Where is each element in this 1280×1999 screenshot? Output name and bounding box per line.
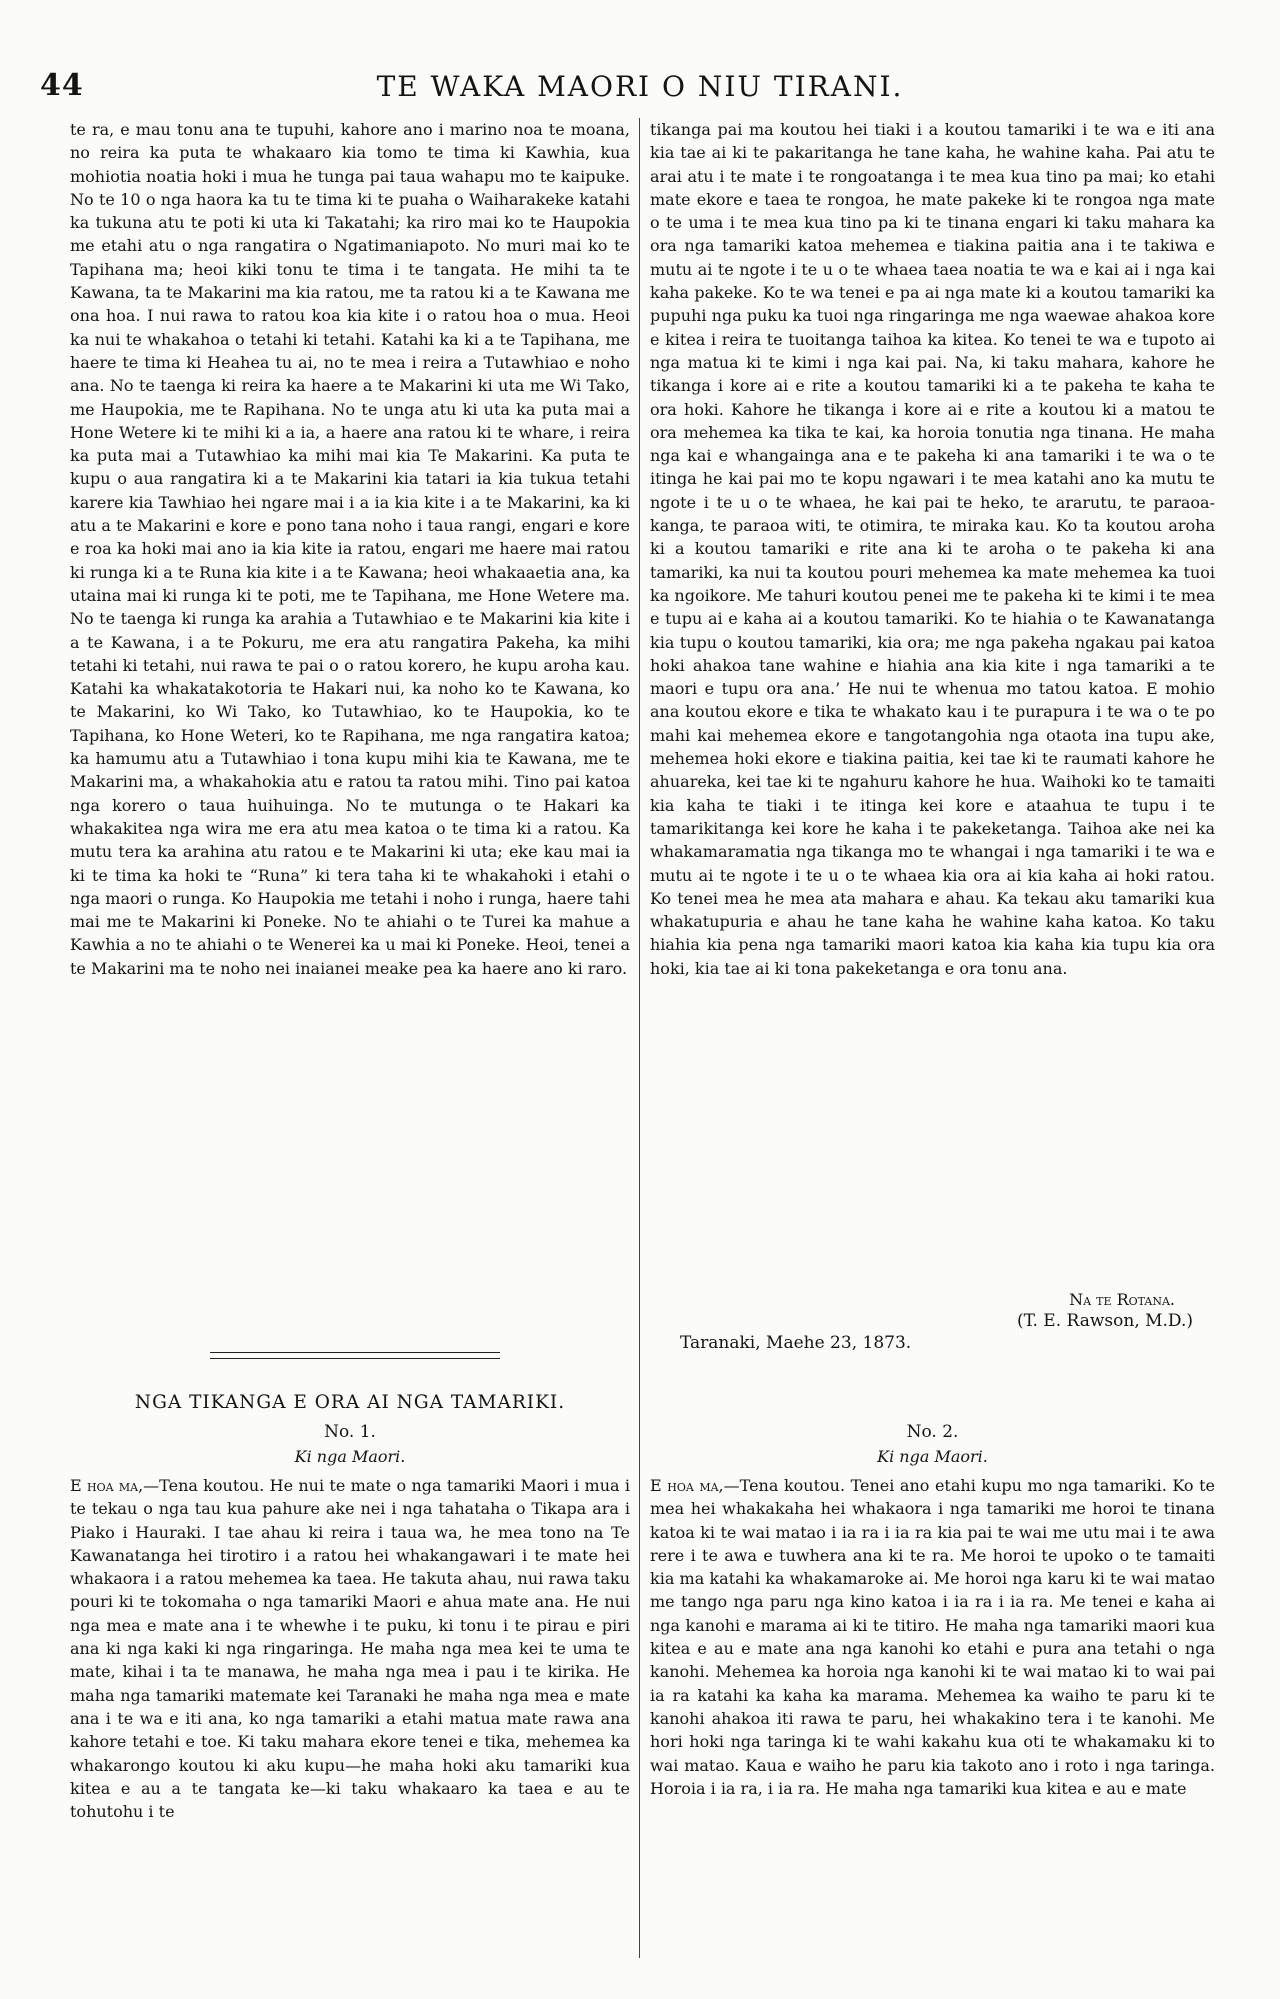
page-number: 44	[40, 68, 84, 103]
left-column-article-continuation	[70, 118, 630, 1340]
article-1-text: —Tena koutou. He nui te mate o nga tamariki Maori i mua i te tekau o nga tau kua pahure ake nei i nga tahataha o Tikapa ara i Piako i Hauraki. I tae ahau ki reira i taua wa, he mea tono na Te Kawanatanga hei tirotiro i a ratou hei whakangawari i te mate hei whakaora i a ratou mehemea ka taea. He takuta ahau, nui rawa taku pouri ki te tokomaha o nga tamariki Maori e ahua mate ana. He nui nga mea e mate ana i te whewhe i te puku, ki tonu i te pirau e piri ana ki nga kaki ki nga ringaringa. He maha nga mea kei te uma te mate, kihai i ta te manawa, he maha nga mea i pau i te kirika. He maha nga tamariki matemate kei Taranaki he maha nga mea e mate ana i te wa e iti ana, ko nga tamariki a etahi matua mate rawa ana kahore tetahi e toe. Ki taku mahara ekore tenei e tika, mehemea ka whakarongo koutou ki aku kupu—he maha hoki aku tamariki kua kitea e au a te tangata ke—ki taku whakaaro ka taea e au te tohutohu i te	[70, 1476, 630, 1822]
signature-block	[650, 1290, 1215, 1353]
article-1-greeting: E hoa ma,	[70, 1476, 144, 1495]
signature-place-date: Taranaki, Maehe 23, 1873.	[680, 1333, 912, 1353]
article-2-number: No. 2.	[906, 1422, 959, 1442]
column-divider	[639, 118, 640, 1958]
article-2-body	[650, 1474, 1215, 1956]
page-title: TE WAKA MAORI O NIU TIRANI.	[376, 70, 904, 103]
signature-english-name: (T. E. Rawson, M.D.)	[1017, 1311, 1193, 1331]
article-2-subtitle: Ki nga Maori.	[877, 1447, 988, 1466]
right-column-article-continuation	[650, 118, 1215, 1343]
left-column-text: te ra, e mau tonu ana te tupuhi, kahore ano i marino noa te moana, no reira ka puta te whakaaro kia tomo te tima ki Kawhia, kua mohiotia noatia hoki i mua he tunga pai taua wahapu mo te kaipuke. No te 10 o nga haora ka tu te tima ki te puaha o Waiharakeke katahi ka tukuna atu te poti ki uta ki Takatahi; ka riro mai ko te Haupokia me etahi atu o nga rangatira o Ngatimaniapoto. No muri mai ko te Tapihana ma; heoi kiki tonu te tima i te tangata. He mihi ta te Kawana, ta te Makarini ma kia ratou, me ta ratou ki a te Kawana me ona hoa. I nui rawa to ratou koa kia kite i o ratou hoa o mua. Heoi ka nui te whakahoa o tetahi ki tetahi. Katahi ka ki a te Tapihana, me haere te tima ki Heahea tu ai, no te mea i reira a Tutawhiao e noho ana. No te taenga ki reira ka haere a te Makarini ki uta me Wi Tako, me Haupokia, me te Rapihana. No te unga atu ki uta ka puta mai a Hone Wetere ki te mihi ki a ia, a haere ana ratou ki te whare, i reira ka puta mai a Tutawhiao ka mihi mai kia Te Makarini. Ka puta te kupu o aua rangatira ki a te Makarini kia tatari ia kia tukua tetahi karere kia Tawhiao hei ngare mai i a ia kia kite i a te Makarini, ka ki atu a te Makarini e kore e pono tana noho i taua rangi, engari e kore e roa ka hoki mai ano ia kia kite ia ratou, engari me haere mai ratou ki runga ki a te Runa kia kite i a te Kawana; heoi whakaaetia ana, ka utaina mai ki runga ki te poti, me te Tapihana, me Hone Wetere ma. No te taenga ki runga ka arahia a Tutawhiao e te Makarini kia kite i a te Kawana, i a te Pokuru, me era atu rangatira Pakeha, ka mihi tetahi ki tetahi, nui rawa te pai o o ratou korero, he kupu aroha kau. Katahi ka whakatakotoria te Hakari nui, ka noho ko te Kawana, ko te Makarini, ko Wi Tako, ko Tutawhiao, ko te Haupokia, ko te Tapihana, ko Hone Weteri, ko te Rapihana, me nga rangatira katoa; ka hamumu atu a Tutawhiao i tona kupu mihi kia te Kawana, me te Makarini ma, a whakahokia atu e ratou ta ratou mihi. Tino pai katoa nga korero o taua huihuinga. No te mutunga o te Hakari ka whakakitea nga wira me era atu mea katoa o te tima ki a ratou. Ka mutu tera ka arahina atu ratou e te Makarini ki uta; eke kau mai ia ki te tima ka hoki te “Runa” ki tera taha ki te whakahoki i etahi o nga maori o runga. Ko Haupokia me tetahi i noho i runga, haere tahi mai me te Makarini ki Poneke. No te ahiahi o te Turei ka mahue a Kawhia a no te ahiahi o te Wenerei ka u mai ki Poneke. Heoi, tenei a te Makarini ma te noho nei inaianei meake pea ka haere ano ki raro.	[70, 120, 630, 978]
signature-name: Na te Rotana.	[1069, 1290, 1175, 1309]
article-2-paragraph	[650, 1474, 1215, 1800]
section-divider-rule	[210, 1352, 500, 1359]
article-1-body	[70, 1474, 630, 1956]
article-1-paragraph	[70, 1474, 630, 1823]
section-heading: NGA TIKANGA E ORA AI NGA TAMARIKI.	[134, 1392, 566, 1413]
article-1-number: No. 1.	[324, 1422, 376, 1442]
article-1-subtitle: Ki nga Maori.	[294, 1447, 406, 1466]
page-header	[40, 68, 1240, 108]
right-column-text: tikanga pai ma koutou hei tiaki i a koutou tamariki i te wa e iti ana kia tae ai ki te pakaritanga he tane kaha, he wahine kaha. Pai atu te arai atu i te mate i te rongoatanga i te mea kua tino pa mai; ko etahi mate ekore e taea te rongoa, he mate pakeke ki te rongoa nga mate o te uma i te mea kua tino pa ki te tinana engari ki taku mahara ka ora nga tamariki katoa mehemea e tiakina paitia ana i te takiwa e mutu ai te ngote i te u o te whaea taea noatia te wa e kai ai i nga kai kaha pakeke. Ko te wa tenei e pa ai nga mate ki a koutou tamariki ka pupuhi nga puku ka tuoi nga ringaringa me nga waewae ahakoa kore e kitea i reira te tuoitanga taihoa ka kitea. Ko tenei te wa e tupoto ai nga matua ki te kimi i nga kai pai. Na, ki taku mahara, kahore he tikanga i kore ai e rite a koutou tamariki ki a te pakeha te kaha te ora hoki. Kahore he tikanga i kore ai e rite a koutou ki a matou te ora mehemea ka tika te kai, ka horoia tonutia nga tinana. He maha nga kai e whangainga ana e te pakeha ki ana tamariki i te wa o te itinga he kai pai mo te kopu ngawari i te mea katahi ano ka mutu te ngote i te u o te whaea, he kai pai te heko, te ararutu, te paraoa-kanga, te paraoa witi, te otimira, te miraka kau. Ko ta koutou aroha ki a koutou tamariki e rite ana ki te aroha o te pakeha ki ana tamariki, ka nui ta koutou pouri mehemea ka mate mehemea ka tuoi ka ngoikore. Me tahuri koutou penei me te pakeha ki te kimi i te mea e tupu ai e kaha ai a koutou tamariki. Ko te hiahia o te Kawanatanga kia tupu o koutou tamariki, kia ora; me nga pakeha ngakau pai katoa hoki ahakoa tane wahine e hiahia ana kia kite i nga tamariki a te maori e tupu ora ana.’ He nui te whenua mo tatou katoa. E mohio ana koutou ekore e tika te whakato kau i te purapura i te wa o te po mahi kai mehemea ekore e tangotangohia nga otaota ina tupu ake, mehemea hoki ekore e tiakina paitia, kei tae ki te raumati kahore he ahuareka, kei tae ki te ngahuru kahore he hua. Waihoki ko te tamaiti kia kaha te tiaki i te itinga kei kore e ataahua te tupu i te tamarikitanga kei kore he kaha i te pakeketanga. Taihoa ake nei ka whakamaramatia nga tikanga mo te whangai i nga tamariki i te wa e mutu ai te ngote i te u o te whaea kia ora ai kia kaha ai hoki ratou. Ko tenei mea he mea ata mahara e ahau. Ka tekau aku tamariki kua whakatupuria e ahau he tane kaha he wahine kaha katoa. Ko taku hiahia kia pena nga tamariki maori katoa kia kaha kia tupu kia ora hoki, kia tae ai ki tona pakeketanga e ora tonu ana.	[650, 120, 1215, 978]
article-2-text: —Tena koutou. Tenei ano etahi kupu mo nga tamariki. Ko te mea hei whakakaha hei whakaora i nga tamariki me horoi te tinana katoa ki te wai matao i ia ra i ia ra kia pai te wai me utu mai i te awa rere i te awa e tuwhera ana ki te ra. Me horoi te upoko o te tamaiti kia ma katahi ka whakamaroke ai. Me horoi nga karu ki te wai matao me tango nga paru nga kino katoa i ia ra i ia ra. Me tenei e kaha ai nga kanohi e marama ai ki te titiro. He maha nga tamariki maori kua kitea e au e mate ana nga kanohi ko etahi e pura ana tetahi o nga kanohi. Mehemea ka horoia nga kanohi ki te wai matao ki to wai pai ia ra katahi ka kaha ka marama. Mehemea ka waiho te paru ki te kanohi ahakoa iti rawa te paru, hei whakakino tera i te kanohi. Me hori hoki nga taringa ki te wahi kakahu kua oti te whakamaku ki to wai matao. Kaua e waiho he paru kia takoto ano i roto i nga taringa. Horoia i ia ra, i ia ra. He maha nga tamariki kua kitea e au e mate	[650, 1476, 1215, 1798]
article-2-greeting: E hoa ma,	[650, 1476, 724, 1495]
